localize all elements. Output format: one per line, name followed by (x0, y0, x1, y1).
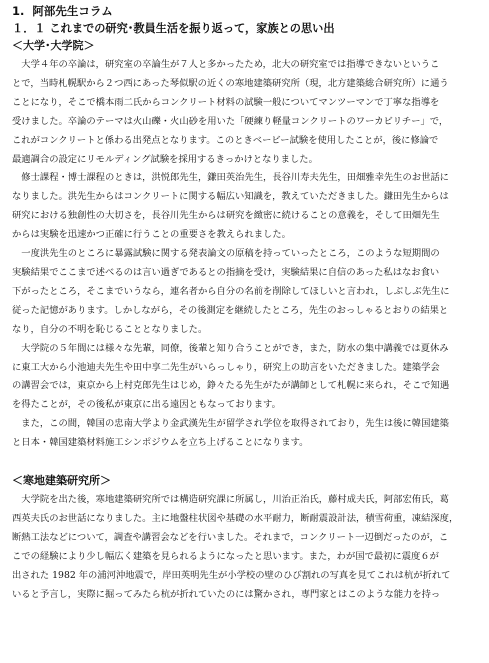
paragraph-line: からは実験を迅速かつ正確に行うことの重要さを教えられました。 (12, 229, 291, 241)
paragraph-line: の講習会では，東京から上村克郎先生はじめ，錚々たる先生がたが講師として札幌に来られ，そこで知遇 (12, 380, 450, 392)
paragraph-line: なり，自分の不明を恥じることとなりました。 (12, 323, 208, 335)
paragraph-line: 下がったところ，そこまでいうなら，連名者から自分の名前を削除してほしいと言われ，しぶしぶ先生に (12, 285, 450, 297)
paragraph-line: 出された 1982 年の浦河沖地震で，岸田英明先生が小学校の壁のひび割れの写真を見てこれは杭が折れて (12, 569, 451, 581)
paragraph-line: とで，当時札幌駅から２つ西にあった琴似駅の近くの寒地建築研究所（現，北方建築総合研究所）に通う (12, 77, 449, 89)
paragraph (12, 56, 479, 169)
paragraph-line: 修士課程・博士課程のときは，洪悦郎先生，鎌田英治先生，長谷川寿夫先生，田畑雅幸先生のお世話に (21, 172, 449, 184)
paragraph-line: なりました。洪先生からはコンクリートに関する幅広い知識を，教えていただきました。鎌田先生からは (12, 191, 449, 203)
paragraph-line: 実験結果でここまで述べるのは言い過ぎであるとの指摘を受け，実験結果に自信のあった私はなお食い (12, 266, 440, 278)
paragraph-line: を得たことが，その後私が東京に出る遠因ともなっております。 (12, 399, 281, 411)
paragraph-line: 研究における独創性の大切さを，長谷川先生からは研究を緻密に続けることの意義を，そして田畑先生 (12, 210, 440, 222)
paragraph-line: に東工大から小池迪夫先生や田中享二先生がいらっしゃり，研究上の助言をいただきました。建築学会 (12, 361, 440, 373)
paragraph-line: また，この間，韓国の忠南大学より金武漢先生が留学され学位を取得されており，先生は後に韓国建築 (21, 418, 449, 430)
subsection-title: ＜大学･大学院＞ (12, 39, 95, 52)
paragraph-line: これがコンクリートと係わる出発点となります。このときベービー試験を使用したことが，後に修論で (12, 134, 439, 146)
paragraph (12, 415, 479, 453)
paragraph-line: 一度洪先生のところに暴露試験に関する発表論文の原稿を持っていったところ，このような短期間の (21, 248, 440, 260)
chapter-number: 1. (12, 4, 25, 18)
paragraph (12, 491, 479, 604)
paragraph-line: 最適調合の設定にリモルディング試験を採用するきっかけとなりました。 (12, 153, 318, 165)
chapter-heading (12, 4, 479, 19)
paragraph-line: 大学院を出た後，寒地建築研究所では構造研究課に所属し，川治正治氏，藤村成夫氏，阿部宏侑氏，葛 (21, 494, 449, 506)
paragraph-line: 受けました。卒論のテーマは火山礫・火山砂を用いた「硬練り軽量コンクリートのワーカビリチー」で， (12, 115, 449, 127)
chapter-title: 阿部先生コラム (32, 4, 113, 18)
paragraph-line: 大学４年の卒論は，研究室の卒論生が７人と多かったため，北大の研究室では指導できないというこ (21, 59, 440, 70)
paragraph-line: こでの経験により少し幅広く建築を見られるようになったと思います。また，わが国で最初に震度６が (12, 550, 439, 562)
paragraph-line: 従った記憶があります。しかしながら，その後測定を継続したところ，先生のおっしゃるとおりの結果と (12, 304, 449, 316)
paragraph (12, 245, 479, 340)
section-heading: １．１ これまでの研究･教員生活を振り返って，家族との思い出 (12, 22, 335, 35)
subsection-title: ＜寒地建築研究所＞ (12, 474, 111, 488)
paragraph-line: 断熱工法などについて，調査や講習会などを行いました。それまで，コンクリート一辺倒だったのが，こ (12, 531, 449, 543)
paragraph (12, 340, 479, 416)
body-sections (12, 38, 479, 604)
paragraph-line: ことになり，そこで橋本雨二氏からコンクリート材料の試験一般についてマンツーマンで丁寧な指導を (12, 96, 440, 108)
paragraph-line: いると予言し，実際に掘ってみたら杭が折れていたのには驚かされ，専門家とはこのような能力を持っ (12, 588, 441, 600)
paragraph-line: 大学院の５年間には様々な先輩，同僚，後輩と知り合うことができ，また，防水の集中講義では夏休み (21, 342, 449, 354)
paragraph (12, 169, 479, 245)
paragraph-line: 西英夫氏のお世話になりました。主に地盤柱状図や基礎の水平耐力，断耐震設計法，積雪荷重，凍結深度， (12, 512, 459, 524)
paragraph-line: と日本・韓国建築材料施工シンポジウムを立ち上げることになります。 (12, 437, 309, 449)
